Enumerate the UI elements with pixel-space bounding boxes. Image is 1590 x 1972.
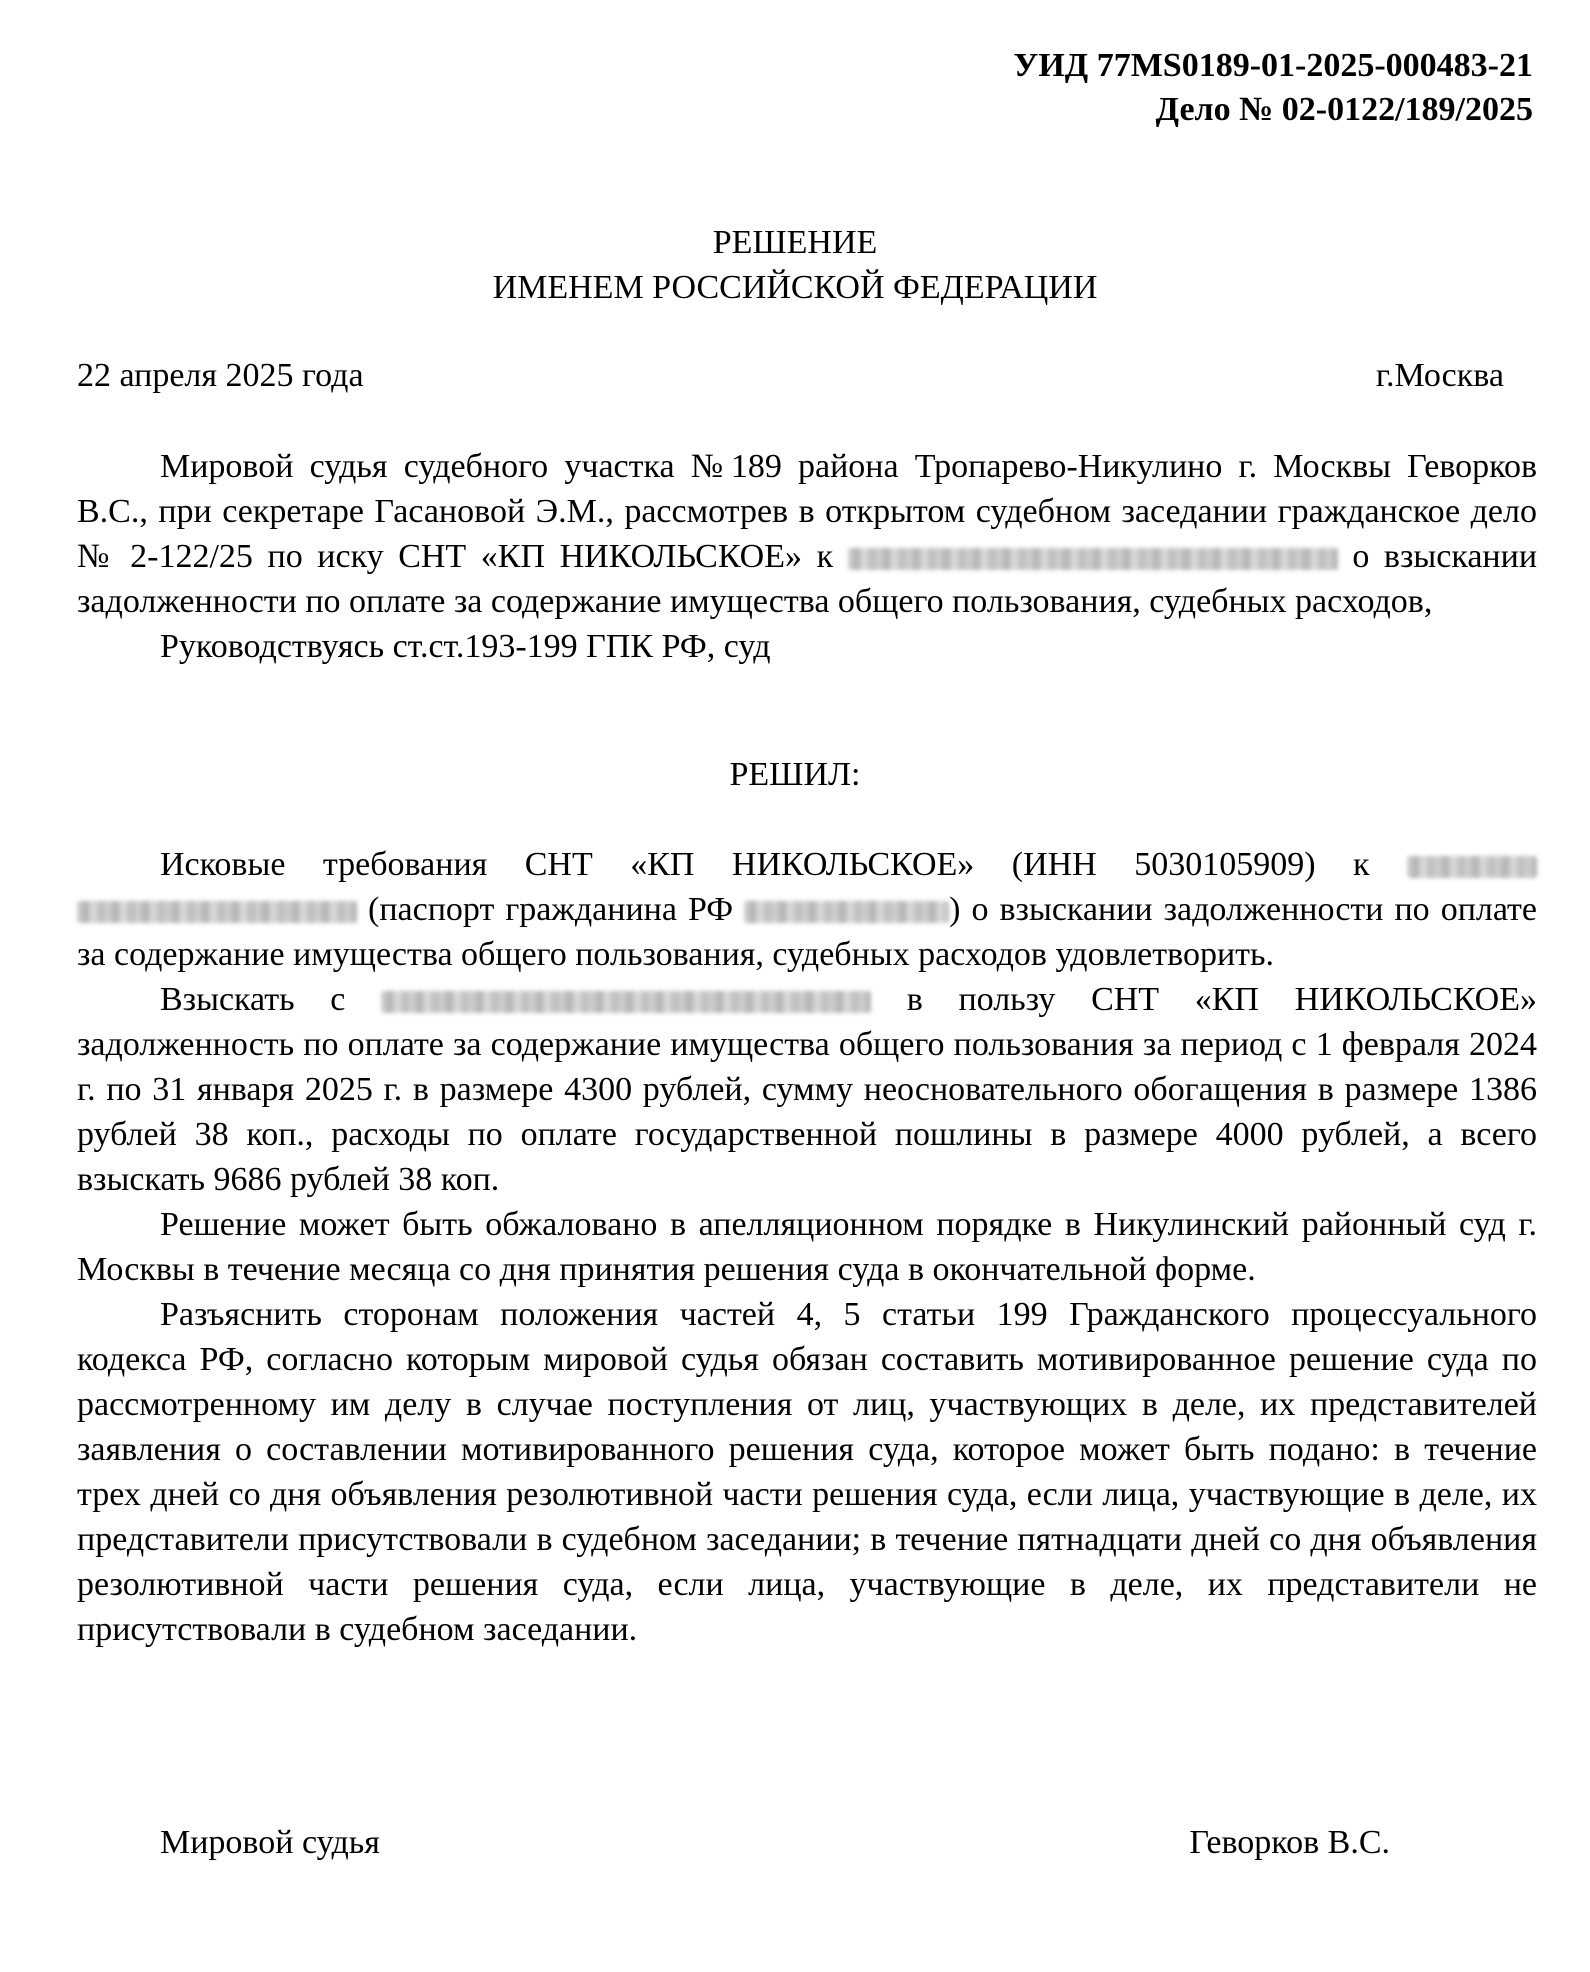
claims-text-c: ) о взыскании задолженности по оплате за содержание имущества общего пользования, судебных расходов удовлетворить. <box>77 891 1538 973</box>
signature-role: Мировой судья <box>160 1824 380 1861</box>
intro-section <box>77 444 1537 669</box>
redacted-defendant-name-1 <box>1407 856 1537 878</box>
decision-date: 22 апреля 2025 года <box>77 357 364 394</box>
title-decision: РЕШЕНИЕ <box>712 224 878 261</box>
ruling-section <box>77 842 1537 1652</box>
redacted-passport-number <box>744 901 949 923</box>
redacted-defendant-name-2 <box>77 901 357 923</box>
recovery-text-a: Взыскать с <box>160 981 346 1018</box>
ruling-paragraph-appeal: Решение может быть обжаловано в апелляционном порядке в Никулинский районный суд г. Москвы в течение месяца со дня принятия решения суда в окончательной форме. <box>77 1206 1537 1288</box>
recovery-text-b: в пользу СНТ «КП НИКОЛЬСКОЕ» задолженность по оплате за содержание имущества общего пользования за период с 1 февраля 2024 г. по 31 января 2025 г. в размере 4300 рублей, сумму неосновательного обогащения в размере 1386 рублей 38 коп., расходы по оплате государственной пошлины в размере 4000 рублей, а всего взыскать 9686 рублей 38 коп. <box>77 981 1538 1198</box>
redacted-defendant-name-3 <box>381 991 871 1013</box>
redacted-defendant-name <box>848 548 1338 570</box>
case-number-line: Дело № 02-0122/189/2025 <box>1155 91 1533 128</box>
intro-paragraph <box>77 444 1537 624</box>
document-title <box>0 220 1590 310</box>
claims-text-b: (паспорт гражданина РФ <box>368 891 734 928</box>
intro-text-after-redaction: о взыскании задолженности по оплате за содержание имущества общего пользования, судебных расходов, <box>77 538 1538 620</box>
case-identifiers <box>1013 44 1533 132</box>
date-place-line <box>77 354 1504 398</box>
decision-city: г.Москва <box>1375 357 1504 394</box>
ruling-paragraph-explanation: Разъяснить сторонам положения частей 4, 5 статьи 199 Гражданского процессуального кодекса РФ, согласно которым мировой судья обязан составить мотивированное решение суда по рассмотренному им делу в случае поступления от лиц, участвующих в деле, их представителей заявления о составлении мотивированного решения суда, которое может быть подано: в течение трех дней со дня объявления резолютивной части решения суда, если лица, участвующие в деле, их представители присутствовали в судебном заседании; в течение пятнадцати дней со дня объявления резолютивной части решения суда, если лица, участвующие в деле, их представители не присутствовали в судебном заседании. <box>77 1296 1537 1648</box>
resolved-heading: РЕШИЛ: <box>729 756 861 793</box>
intro-text-before-redaction: Мировой судья судебного участка №189 района Тропарево-Никулино г. Москвы Геворков В.С., при секретаре Гасановой Э.М., рассмотрев в открытом судебном заседании гражданское дело № 2-122/25 по иску СНТ «КП НИКОЛЬСКОЕ» к <box>77 448 1537 575</box>
claims-text-a: Исковые требования СНТ «КП НИКОЛЬСКОЕ» (ИНН 5030105909) к <box>160 846 1370 883</box>
signature-line <box>160 1820 1390 1865</box>
uid-line: УИД 77MS0189-01-2025-000483-21 <box>1013 47 1533 84</box>
ruling-paragraph-recovery <box>77 977 1537 1202</box>
signature-name: Геворков В.С. <box>1189 1824 1390 1861</box>
guided-by-paragraph: Руководствуясь ст.ст.193-199 ГПК РФ, суд <box>160 628 771 665</box>
ruling-paragraph-claims <box>77 842 1537 977</box>
title-on-behalf: ИМЕНЕМ РОССИЙСКОЙ ФЕДЕРАЦИИ <box>492 269 1098 306</box>
